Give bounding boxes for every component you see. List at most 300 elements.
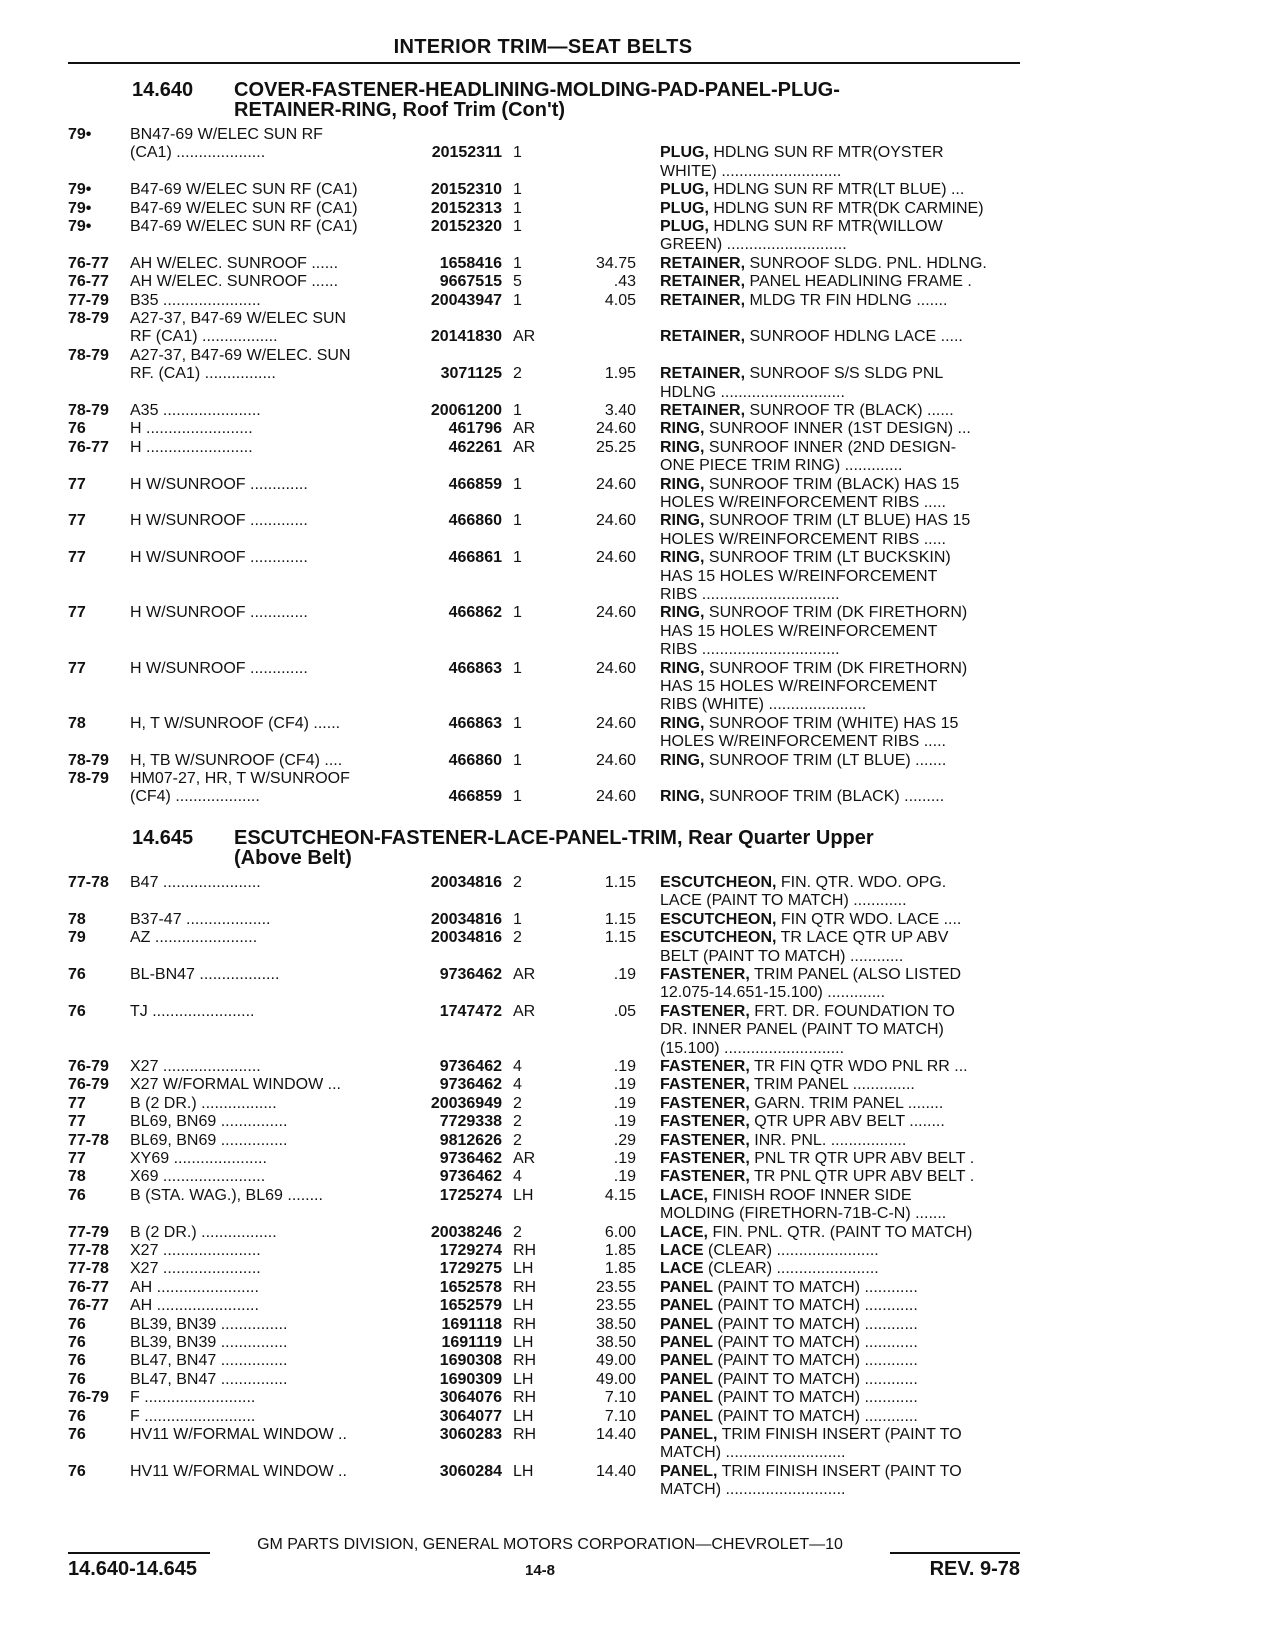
body-description: AH W/ELEC. SUNROOF ......: [130, 273, 339, 291]
model-years: 77: [68, 475, 86, 493]
table-row: [0, 892, 1280, 912]
table-row: [0, 1003, 1280, 1023]
price: 1.85: [604, 1242, 636, 1259]
table-row: [0, 1113, 1280, 1133]
part-name: [660, 365, 1020, 384]
model-years: 76-77: [68, 254, 109, 272]
body-description: B (STA. WAG.), BL69 ........: [130, 1186, 323, 1204]
quantity: 1: [513, 751, 522, 769]
table-row: [0, 292, 1280, 312]
part-name: [660, 494, 1020, 513]
part-name: [660, 1224, 1020, 1243]
footer-revision: REV. 9-78: [929, 1558, 1020, 1580]
part-name: [660, 549, 1020, 568]
part-name-detail: SUNROOF TRIM (BLACK) HAS 15: [704, 475, 960, 493]
part-number: 20034816: [430, 929, 502, 947]
price: .19: [613, 1113, 636, 1131]
quantity: 4: [513, 1076, 522, 1094]
model-years: 76: [68, 1370, 86, 1388]
part-name-keyword: RING,: [660, 788, 705, 806]
quantity: RH: [513, 1315, 537, 1333]
part-name: [660, 328, 1020, 347]
table-row: [0, 531, 1280, 551]
part-name: [660, 181, 1020, 200]
model-years: 77: [68, 1094, 86, 1112]
part-number: 1690309: [439, 1370, 502, 1388]
part-name-detail: SUNROOF INNER (2ND DESIGN-: [704, 438, 957, 456]
quantity: 2: [513, 1131, 522, 1149]
quantity: LH: [513, 1186, 534, 1204]
part-name-keyword: FASTENER,: [660, 1058, 750, 1075]
part-name: [660, 163, 1020, 182]
section-title-line2: RETAINER-RING, Roof Trim (Con't): [234, 99, 566, 121]
part-name: [660, 1408, 1020, 1427]
part-name-detail: TR PNL QTR UPR ABV BELT .: [749, 1168, 975, 1186]
part-name-keyword: RETAINER,: [660, 365, 746, 383]
price: 23.55: [595, 1278, 636, 1296]
part-name-detail: FRT. DR. FOUNDATION TO: [749, 1002, 955, 1020]
price: .29: [613, 1131, 636, 1149]
model-years: 77: [68, 1113, 86, 1131]
part-name: [660, 948, 1020, 967]
quantity: LH: [513, 1260, 534, 1278]
part-name-detail: (PAINT TO MATCH) ............: [713, 1297, 918, 1315]
price: 1.85: [604, 1260, 636, 1278]
part-name-keyword: PANEL,: [660, 1462, 718, 1480]
quantity: 1: [513, 549, 522, 567]
body-description: H W/SUNROOF .............: [130, 512, 308, 530]
table-row: [0, 1260, 1280, 1280]
part-name-keyword: PLUG,: [660, 181, 709, 199]
part-name-keyword: PANEL: [660, 1315, 714, 1333]
body-description: BL39, BN39 ...............: [130, 1334, 288, 1351]
body-description: HV11 W/FORMAL WINDOW ..: [130, 1426, 347, 1443]
quantity: 1: [513, 218, 522, 235]
part-name: [660, 1279, 1020, 1298]
part-number: 3064076: [439, 1389, 502, 1407]
part-name-keyword: ESCUTCHEON,: [660, 910, 777, 928]
part-name-detail: HOLES W/REINFORCEMENT RIBS .....: [660, 733, 946, 751]
quantity: AR: [513, 328, 536, 346]
table-row: [0, 1168, 1280, 1188]
price: .19: [613, 1168, 636, 1186]
table-row: [0, 966, 1280, 986]
part-name: [660, 1242, 1020, 1261]
part-name-keyword: FASTENER,: [660, 1076, 750, 1094]
part-number: 466860: [448, 751, 502, 769]
price: 7.10: [604, 1407, 636, 1425]
footer-page-number: 14-8: [524, 1562, 556, 1579]
quantity: 1: [513, 144, 522, 162]
body-description: HV11 W/FORMAL WINDOW ..: [130, 1462, 347, 1480]
part-name-keyword: FASTENER,: [660, 1131, 750, 1149]
body-description: A27-37, B47-69 W/ELEC. SUN: [130, 346, 351, 364]
price: 24.60: [595, 659, 636, 677]
quantity: RH: [513, 1389, 537, 1407]
part-name-keyword: RING,: [660, 751, 705, 769]
table-row: [0, 1463, 1280, 1483]
part-name-detail: RIBS ...............................: [660, 586, 840, 603]
price: 6.00: [604, 1223, 636, 1241]
section-title-line1: ESCUTCHEON-FASTENER-LACE-PANEL-TRIM, Rear Quarter Upper: [234, 827, 874, 849]
part-name: [660, 512, 1020, 531]
table-row: [0, 1279, 1280, 1299]
part-name-detail: HAS 15 HOLES W/REINFORCEMENT: [660, 678, 938, 695]
part-name-detail: GREEN) ...........................: [660, 236, 847, 254]
part-name-keyword: RING,: [660, 659, 705, 677]
body-description: BL39, BN39 ...............: [130, 1315, 288, 1333]
price: 4.15: [604, 1186, 636, 1204]
part-name-keyword: RING,: [660, 438, 705, 456]
quantity: 1: [513, 910, 522, 928]
part-name-detail: BELT (PAINT TO MATCH) ............: [660, 947, 904, 965]
price: .05: [613, 1002, 636, 1020]
table-row: [0, 623, 1280, 643]
part-number: 3071125: [440, 365, 502, 383]
part-name: [660, 273, 1020, 292]
price: 25.25: [595, 438, 636, 456]
table-row: [0, 752, 1280, 772]
header-rule: [68, 62, 1020, 64]
body-description: B (2 DR.) .................: [130, 1094, 277, 1112]
quantity: AR: [513, 420, 536, 438]
model-years: 77-78: [68, 1260, 109, 1278]
part-name-keyword: FASTENER,: [660, 1113, 750, 1131]
table-row: [0, 1352, 1280, 1372]
model-years: 78: [68, 714, 86, 732]
price: 1.95: [604, 365, 636, 383]
part-name-detail: SUNROOF TRIM (LT BLUE) .......: [704, 751, 947, 769]
body-description: F .........................: [130, 1407, 256, 1425]
body-description: F .........................: [130, 1389, 256, 1407]
price: 1.15: [604, 910, 636, 928]
quantity: AR: [513, 1150, 536, 1167]
part-name-keyword: ESCUTCHEON,: [660, 874, 777, 891]
table-row: [0, 439, 1280, 459]
quantity: LH: [513, 1334, 534, 1351]
part-name-keyword: PANEL: [660, 1407, 714, 1425]
quantity: 2: [513, 365, 522, 383]
model-years: 76-79: [68, 1076, 109, 1094]
price: 3.40: [604, 402, 636, 419]
price: 24.60: [595, 420, 636, 438]
part-number: 1652578: [439, 1278, 502, 1296]
part-name-keyword: RETAINER,: [660, 291, 746, 309]
part-name-keyword: RING,: [660, 604, 705, 622]
part-name-detail: PNL TR QTR UPR ABV BELT .: [749, 1150, 975, 1167]
price: 38.50: [595, 1315, 636, 1333]
part-name-detail: MATCH) ...........................: [660, 1444, 846, 1462]
body-description: B (2 DR.) .................: [130, 1223, 277, 1241]
model-years: 77-78: [68, 1131, 109, 1149]
part-name-detail: SUNROOF TRIM (BLACK) .........: [704, 788, 945, 806]
body-description: AH .......................: [130, 1278, 259, 1296]
part-number: 466860: [448, 512, 502, 530]
table-row: [0, 236, 1280, 256]
part-name-detail: 12.075-14.651-15.100) .............: [660, 984, 886, 1002]
table-row: [0, 181, 1280, 201]
part-name-detail: LACE (PAINT TO MATCH) ............: [660, 892, 907, 910]
table-row: [0, 948, 1280, 968]
part-name-detail: QTR UPR ABV BELT ........: [749, 1113, 945, 1131]
part-number: 1652579: [439, 1297, 502, 1315]
table-row: [0, 126, 1280, 146]
part-number: 1690308: [439, 1352, 502, 1370]
section-heading-14-640: [132, 80, 1012, 120]
price: .19: [613, 1058, 636, 1075]
body-description: H W/SUNROOF .............: [130, 475, 308, 493]
model-years: 77: [68, 1150, 86, 1167]
quantity: LH: [513, 1370, 534, 1388]
table-row: [0, 273, 1280, 293]
part-number: 9736462: [439, 1058, 502, 1075]
part-name-keyword: FASTENER,: [660, 1150, 750, 1167]
part-name-detail: (PAINT TO MATCH) ............: [713, 1315, 918, 1333]
body-description: BN47-69 W/ELEC SUN RF: [130, 126, 323, 143]
model-years: 76: [68, 420, 86, 438]
table-row: [0, 1095, 1280, 1115]
part-name-detail: SUNROOF TR (BLACK) ......: [745, 402, 954, 419]
part-name-keyword: RING,: [660, 475, 705, 493]
table-row: [0, 384, 1280, 404]
part-name-detail: FIN QTR WDO. LACE ....: [776, 910, 962, 928]
body-description: H W/SUNROOF .............: [130, 659, 308, 677]
model-years: 77: [68, 659, 86, 677]
part-name: [660, 1150, 1020, 1169]
model-years: 77: [68, 549, 86, 567]
model-years: 78-79: [68, 346, 109, 364]
table-row: [0, 641, 1280, 661]
body-description: X69 .......................: [130, 1168, 266, 1186]
body-description: RF. (CA1) ................: [130, 365, 276, 383]
price: 1.15: [604, 929, 636, 947]
price: 14.40: [595, 1462, 636, 1480]
part-number: 9736462: [439, 1076, 502, 1094]
part-name-detail: HOLES W/REINFORCEMENT RIBS .....: [660, 494, 946, 511]
part-name: [660, 1463, 1020, 1482]
part-name-detail: TR LACE QTR UP ABV: [776, 929, 949, 947]
part-name-detail: FINISH ROOF INNER SIDE: [708, 1186, 912, 1204]
part-name: [660, 1260, 1020, 1279]
price: .19: [613, 1076, 636, 1094]
body-description: RF (CA1) .................: [130, 328, 278, 346]
model-years: 77-79: [68, 1223, 109, 1241]
table-row: [0, 1058, 1280, 1078]
part-name: [660, 1003, 1020, 1022]
part-name: [660, 696, 1020, 715]
page-title: INTERIOR TRIM—SEAT BELTS: [393, 36, 693, 58]
body-description: A35 ......................: [130, 402, 261, 419]
part-name: [660, 623, 1020, 642]
model-years: 76-77: [68, 1278, 109, 1296]
part-name-detail: PANEL HEADLINING FRAME .: [745, 273, 972, 291]
table-row: [0, 1408, 1280, 1428]
part-name-detail: (CLEAR) .......................: [703, 1242, 879, 1259]
part-name-keyword: RING,: [660, 420, 705, 438]
part-name-keyword: PANEL: [660, 1352, 714, 1370]
part-name: [660, 384, 1020, 403]
table-row: [0, 1040, 1280, 1060]
part-name: [660, 218, 1020, 237]
part-name-detail: (PAINT TO MATCH) ............: [713, 1278, 918, 1296]
part-name: [660, 1481, 1020, 1500]
model-years: 78-79: [68, 751, 109, 769]
part-number: 1729274: [439, 1242, 502, 1259]
part-name-detail: DR. INNER PANEL (PAINT TO MATCH): [660, 1021, 944, 1039]
part-name: [660, 678, 1020, 697]
part-number: 9667515: [439, 273, 502, 291]
part-number: 20034816: [430, 874, 502, 891]
table-row: [0, 1224, 1280, 1244]
part-number: 466862: [448, 604, 502, 622]
table-row: [0, 1076, 1280, 1096]
price: 14.40: [595, 1426, 636, 1443]
table-row: [0, 476, 1280, 496]
part-name-keyword: PANEL: [660, 1297, 714, 1315]
body-description: H W/SUNROOF .............: [130, 604, 308, 622]
quantity: 1: [513, 714, 522, 732]
model-years: 76: [68, 1186, 86, 1204]
part-name-detail: INR. PNL. .................: [749, 1131, 907, 1149]
part-name-detail: HDLNG SUN RF MTR(DK CARMINE): [708, 199, 984, 217]
part-name: [660, 439, 1020, 458]
part-number: 1658416: [439, 254, 502, 272]
part-name-detail: RIBS ...............................: [660, 641, 840, 659]
part-name: [660, 1095, 1020, 1114]
part-name-detail: SUNROOF TRIM (DK FIRETHORN): [704, 659, 968, 677]
table-row: [0, 457, 1280, 477]
part-name-detail: SUNROOF SLDG. PNL. HDLNG.: [745, 254, 987, 272]
price: 1.15: [604, 874, 636, 891]
part-name-keyword: PANEL: [660, 1278, 714, 1296]
quantity: 1: [513, 512, 522, 530]
model-years: 78-79: [68, 770, 109, 787]
part-number: 20141830: [430, 328, 502, 346]
quantity: 1: [513, 199, 522, 217]
part-number: 466863: [448, 714, 502, 732]
quantity: RH: [513, 1352, 537, 1370]
part-name-detail: SUNROOF INNER (1ST DESIGN) ...: [704, 420, 971, 438]
quantity: 1: [513, 402, 522, 419]
table-row: [0, 328, 1280, 348]
table-row: [0, 1334, 1280, 1354]
part-name-keyword: LACE: [660, 1260, 704, 1278]
part-name: [660, 568, 1020, 587]
part-number: 20152310: [430, 181, 502, 199]
section-title-line1: COVER-FASTENER-HEADLINING-MOLDING-PAD-PANEL-PLUG-: [234, 79, 840, 101]
part-name: [660, 457, 1020, 476]
table-row: [0, 1444, 1280, 1464]
body-description: BL69, BN69 ...............: [130, 1131, 288, 1149]
part-name: [660, 733, 1020, 752]
table-row: [0, 1426, 1280, 1446]
model-years: 78: [68, 910, 86, 928]
part-name-detail: (PAINT TO MATCH) ............: [713, 1389, 918, 1407]
part-name: [660, 1334, 1020, 1353]
table-row: [0, 874, 1280, 894]
body-description: B35 ......................: [130, 291, 261, 309]
part-name: [660, 1316, 1020, 1335]
quantity: LH: [513, 1462, 534, 1480]
part-name-keyword: PANEL,: [660, 1426, 718, 1443]
part-name-keyword: PANEL: [660, 1370, 714, 1388]
model-years: 76: [68, 1407, 86, 1425]
part-name-detail: SUNROOF TRIM (WHITE) HAS 15: [704, 714, 959, 732]
model-years: 77: [68, 604, 86, 622]
table-row: [0, 310, 1280, 330]
model-years: 78: [68, 1168, 86, 1186]
part-name: [660, 966, 1020, 985]
part-name: [660, 1021, 1020, 1040]
part-name: [660, 200, 1020, 219]
part-name-keyword: FASTENER,: [660, 966, 750, 983]
price: 24.60: [595, 751, 636, 769]
part-number: 1691119: [441, 1334, 502, 1351]
part-number: 20152320: [430, 218, 502, 235]
part-name-detail: TRIM PANEL ..............: [749, 1076, 915, 1094]
part-name-detail: HAS 15 HOLES W/REINFORCEMENT: [660, 567, 938, 585]
part-name: [660, 892, 1020, 911]
table-row: [0, 788, 1280, 808]
part-name: [660, 911, 1020, 930]
price: 24.60: [595, 604, 636, 622]
part-number: 7729338: [439, 1113, 502, 1131]
table-row: [0, 163, 1280, 183]
model-years: 79•: [68, 181, 92, 199]
part-name-keyword: FASTENER,: [660, 1168, 750, 1186]
part-number: 462261: [448, 438, 502, 456]
part-name-detail: HDLNG SUN RF MTR(WILLOW: [708, 218, 943, 235]
part-name-detail: SUNROOF TRIM (DK FIRETHORN): [704, 604, 968, 622]
body-description: XY69 .....................: [130, 1150, 267, 1167]
body-description: H, TB W/SUNROOF (CF4) ....: [130, 751, 343, 769]
table-row: [0, 255, 1280, 275]
part-name: [660, 1076, 1020, 1095]
model-years: 76: [68, 1462, 86, 1480]
part-name-keyword: LACE,: [660, 1223, 708, 1241]
table-row: [0, 604, 1280, 624]
part-name-keyword: ESCUTCHEON,: [660, 929, 777, 947]
part-name-detail: HOLES W/REINFORCEMENT RIBS .....: [660, 530, 946, 548]
part-name: [660, 984, 1020, 1003]
body-description: A27-37, B47-69 W/ELEC SUN: [130, 310, 347, 327]
table-row: [0, 770, 1280, 790]
quantity: 1: [513, 659, 522, 677]
price: 24.60: [595, 788, 636, 806]
model-years: 77-78: [68, 874, 109, 891]
part-name-detail: GARN. TRIM PANEL ........: [749, 1094, 944, 1112]
model-years: 76-79: [68, 1058, 109, 1075]
part-name: [660, 1113, 1020, 1132]
part-number: 20038246: [430, 1223, 502, 1241]
part-name-detail: HDLNG SUN RF MTR(LT BLUE) ...: [708, 181, 965, 199]
model-years: 76: [68, 966, 86, 983]
quantity: 4: [513, 1058, 522, 1075]
part-name-keyword: RETAINER,: [660, 402, 746, 419]
part-name: [660, 660, 1020, 679]
part-name-keyword: PANEL: [660, 1389, 714, 1407]
model-years: 79: [68, 929, 86, 947]
model-years: 76: [68, 1315, 86, 1333]
quantity: 2: [513, 929, 522, 947]
part-name-keyword: PLUG,: [660, 218, 709, 235]
part-name-detail: (PAINT TO MATCH) ............: [713, 1352, 918, 1370]
quantity: AR: [513, 966, 536, 983]
part-name: [660, 255, 1020, 274]
table-row: [0, 218, 1280, 238]
body-description: B47-69 W/ELEC SUN RF (CA1): [130, 218, 358, 235]
quantity: LH: [513, 1297, 534, 1315]
